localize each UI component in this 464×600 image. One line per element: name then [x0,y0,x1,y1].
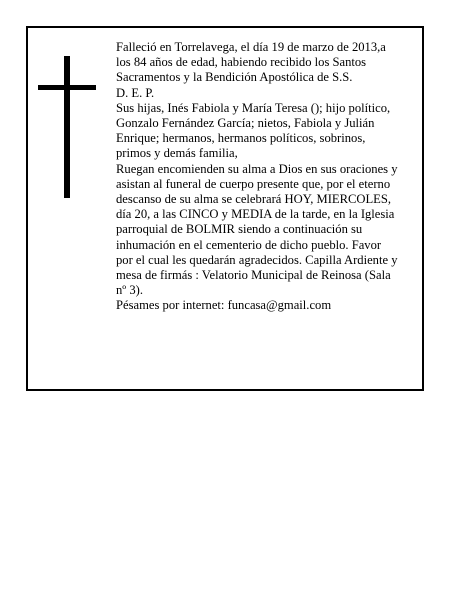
obituary-line-wake-1: mesa de firmás : Velatorio Municipal de Reinosa (Sala [116,268,391,283]
obituary-line-funeral-3: parroquial de BOLMIR siendo a continuación su [116,222,363,237]
obituary-line-wake-2: nº 3). [116,283,143,298]
obituary-line-rip: D. E. P. [116,85,155,100]
obituary-line-death-place-date: Falleció en Torrelavega, el día 19 de marzo de 2013,a [116,40,386,54]
obituary-line-thanks: por el cual les quedarán agradecidos. Capilla Ardiente y [116,252,398,267]
obituary-line-condolences-email: Pésames por internet: funcasa@gmail.com [116,298,332,313]
obituary-text [116,40,422,314]
obituary-line-family-2: Gonzalo Fernández García; nietos, Fabiola y Julián [116,116,375,131]
cross-horizontal-bar [38,85,96,90]
obituary-line-request-2: asistan al funeral de cuerpo presente que, por el eterno [116,176,391,191]
cross-vertical-bar [64,56,70,198]
obituary-line-family-3: Enrique; hermanos, hermanos políticos, sobrinos, [116,131,366,146]
obituary-line-request-1: Ruegan encomienden su alma a Dios en sus oraciones y [116,161,398,176]
latin-cross-icon [38,56,96,198]
obituary-notice [26,26,424,391]
obituary-line-sacraments: Sacramentos y la Bendición Apostólica de S.S. [116,70,353,85]
obituary-line-family-1: Sus hijas, Inés Fabiola y María Teresa (); hijo político, [116,100,391,115]
obituary-line-funeral-1: descanso de su alma se celebrará HOY, MIERCOLES, [116,192,392,207]
obituary-line-burial: inhumación en el cementerio de dicho pueblo. Favor [116,237,382,252]
obituary-line-age: los 84 años de edad, habiendo recibido los Santos [116,55,367,70]
obituary-line-funeral-2: día 20, a las CINCO y MEDIA de la tarde, en la Iglesia [116,207,395,222]
obituary-line-family-4: primos y demás familia, [116,146,238,161]
